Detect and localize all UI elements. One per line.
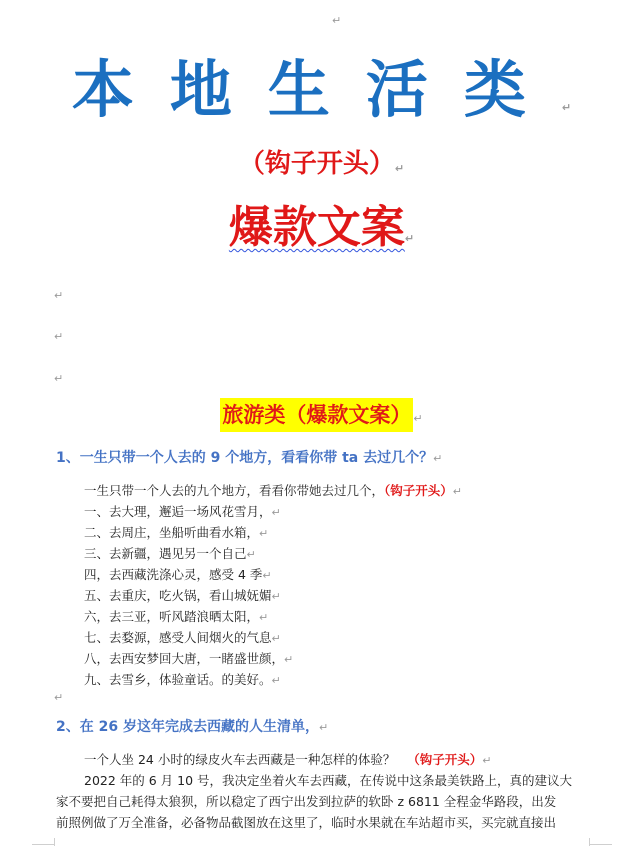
- list-item: [84, 669, 462, 690]
- item-2-intro: [84, 749, 492, 771]
- empty-paragraph-mark: ↵: [54, 691, 64, 704]
- list-item-text: 三、去新疆，遇见另一个自己: [84, 546, 247, 561]
- paragraph-mark: ↵: [271, 674, 281, 687]
- item-2-intro-text: 一个人坐 24 小时的绿皮火车去西藏是一种怎样的体验？: [84, 752, 396, 767]
- list-item: [84, 564, 462, 585]
- item-2-heading-text: 2、在 26 岁这年完成去西藏的人生清单，: [56, 719, 319, 735]
- paragraph-mark: ↵: [259, 527, 269, 540]
- item-2-heading: [56, 717, 328, 738]
- list-item: [84, 522, 462, 543]
- paragraph-mark: ↵: [318, 721, 329, 734]
- paragraph-mark: ↵: [561, 101, 572, 114]
- baokuan-heading: [0, 198, 643, 269]
- hook-heading-text: （钩子开头）: [238, 149, 395, 179]
- list-item: [84, 543, 462, 564]
- paragraph-mark: ↵: [332, 14, 342, 27]
- paragraph-mark: ↵: [271, 590, 281, 603]
- list-item-text: 七、去婺源，感受人间烟火的气息: [84, 630, 272, 645]
- paragraph-mark: ↵: [259, 611, 269, 624]
- section-title-row: [0, 398, 643, 432]
- list-item-text: 八，去西安梦回大唐，一睹盛世颜，: [84, 651, 285, 666]
- section-title: 旅游类（爆款文案）: [220, 398, 413, 432]
- list-item-text: 四，去西藏洗涤心灵，感受 4 季: [84, 567, 263, 582]
- paragraph-mark: ↵: [433, 452, 443, 465]
- list-item-text: 二、去周庄，坐船听曲看水箱，: [84, 525, 260, 540]
- paragraph-mark: ↵: [404, 232, 415, 245]
- page-corner-mark: [54, 838, 55, 846]
- list-item-text: 六，去三亚，听风踏浪晒太阳，: [84, 609, 260, 624]
- paragraph-mark: ↵: [262, 569, 272, 582]
- paragraph-mark: ↵: [394, 162, 405, 175]
- item-1-body: [84, 480, 462, 690]
- list-item-text: 五、去重庆，吃火锅，看山城妩媚: [84, 588, 272, 603]
- empty-paragraph-mark: ↵: [54, 289, 64, 302]
- paragraph-mark: ↵: [271, 506, 281, 519]
- paragraph-mark: ↵: [246, 548, 256, 561]
- list-item-text: 一、去大理，邂逅一场风花雪月，: [84, 504, 272, 519]
- item-2-paragraph-line: 前照例做了万全准备，必备物品截图放在这里了，临时水果就在车站超市买，买完就直接出: [56, 815, 557, 830]
- list-item-text: 九、去雪乡，体验童话。的美好。: [84, 672, 272, 687]
- item-2-paragraph-line: 2022 年的 6 月 10 号，我决定坐着火车去西藏，在传说中这条最美铁路上，真的建议大: [84, 773, 573, 788]
- paragraph-mark: ↵: [452, 485, 462, 498]
- page-title: [0, 50, 643, 148]
- list-item: [84, 501, 462, 522]
- item-1-heading-text: 1、一生只带一个人去的 9 个地方，看看你带 ta 去过几个？: [56, 450, 434, 466]
- baokuan-heading-text: 爆款文案: [228, 202, 405, 253]
- empty-paragraph-mark: ↵: [54, 372, 64, 385]
- paragraph-mark: ↵: [482, 754, 492, 767]
- empty-paragraph-mark: ↵: [54, 330, 64, 343]
- list-item: [84, 606, 462, 627]
- hook-label: （钩子开头）: [384, 483, 453, 498]
- list-item: [84, 627, 462, 648]
- page-corner-mark: [590, 844, 612, 845]
- item-1-intro: [84, 480, 462, 501]
- paragraph-mark: ↵: [284, 653, 294, 666]
- page-corner-mark: [32, 844, 54, 845]
- item-2-paragraph-line: 家不要把自己耗得太狼狈，所以稳定了西宁出发到拉萨的软卧 z 6811 全程金华路段，出发: [56, 794, 557, 809]
- page-corner-mark: [589, 838, 590, 846]
- item-1-heading: [56, 448, 442, 469]
- hook-heading: [0, 145, 643, 188]
- page-title-text: 本地生活类: [71, 53, 562, 126]
- item-1-intro-text: 一生只带一个人去的九个地方，看看你带她去过几个，: [84, 483, 385, 498]
- list-item: [84, 585, 462, 606]
- list-item: [84, 648, 462, 669]
- paragraph-mark: ↵: [413, 412, 423, 425]
- hook-label: （钩子开头）: [407, 752, 483, 767]
- paragraph-mark: ↵: [271, 632, 281, 645]
